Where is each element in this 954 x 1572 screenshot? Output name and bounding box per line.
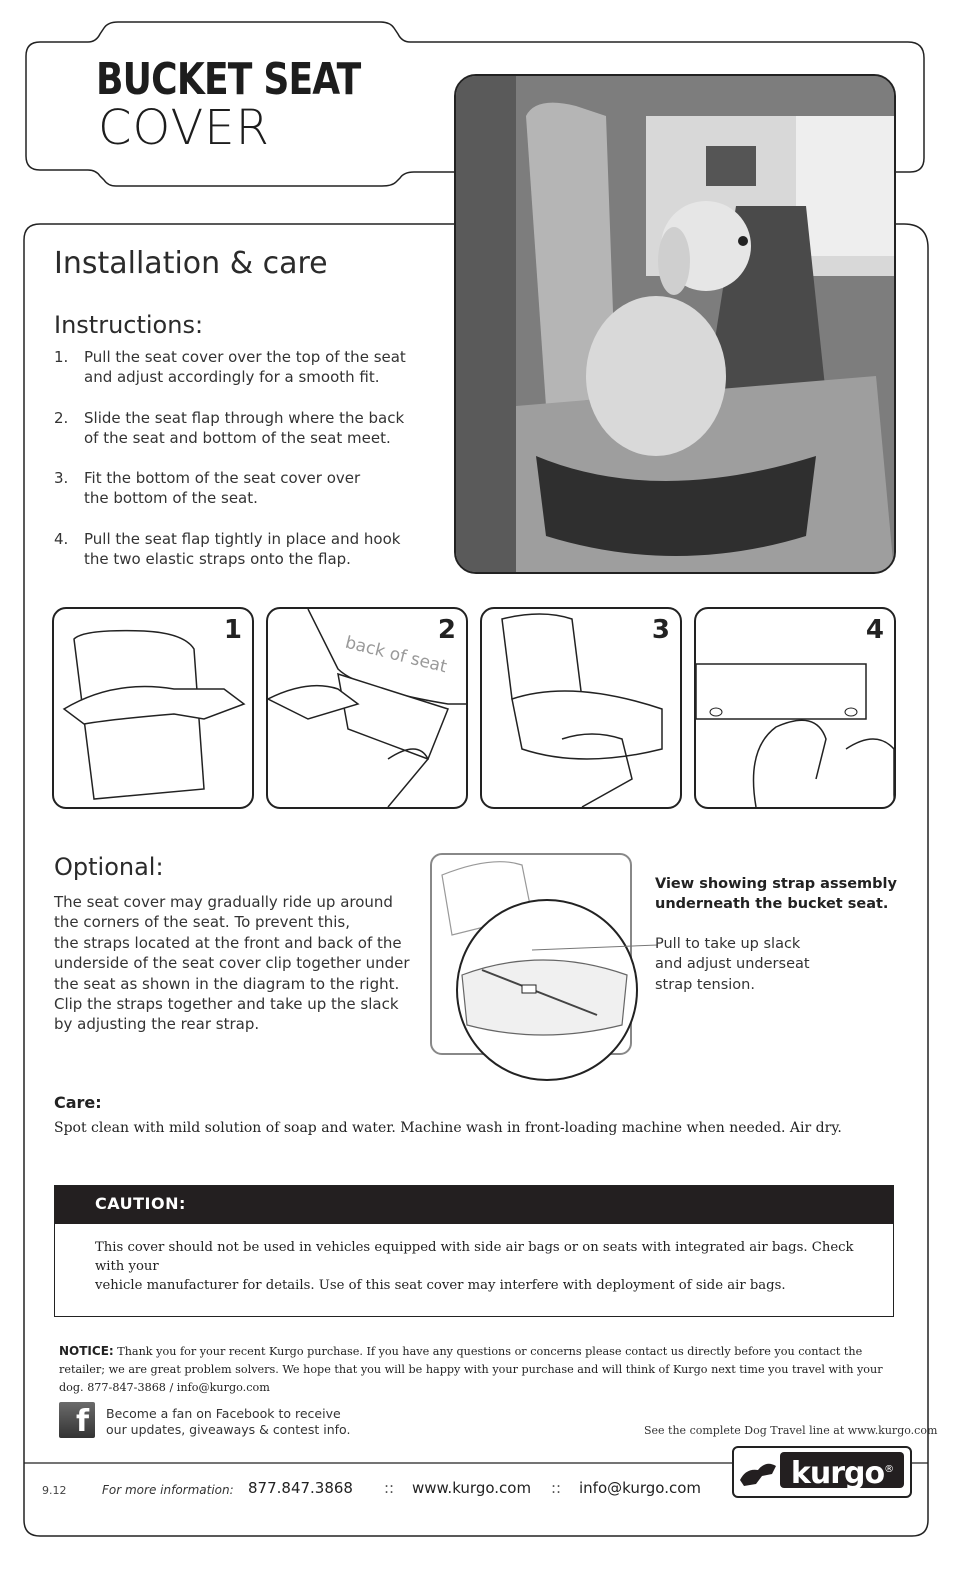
step-panel-1 [52,607,254,809]
caution-text [95,1238,865,1295]
step-3-illustration [482,609,680,807]
caution-line: vehicle manufacturer for details. Use of this seat cover may interfere with deployment of side air bags. [95,1278,786,1293]
step-text-line1: Slide the seat flap through where the back [84,409,405,427]
notice-text: Thank you for your recent Kurgo purchase. If you have any questions or concerns please contact us directly before you contact the retailer; we are great problem solvers. We hope that you will be happy with your purchase and will think of Kurgo next time you travel with your dog. [59,1345,883,1394]
footer-separator: :: [551,1479,562,1497]
step-number: 4. [54,530,69,548]
caption-line: and adjust underseat [655,956,810,973]
step-text-line2: the bottom of the seat. [84,489,258,507]
optional-line: by adjusting the rear strap. [54,1015,260,1034]
step-text-line1: Pull the seat cover over the top of the seat [84,348,406,366]
step-panel-3 [480,607,682,809]
care-heading: Care: [54,1093,102,1112]
footer-email-link[interactable]: info@kurgo.com [579,1479,702,1497]
registered-mark: ® [884,1464,894,1475]
notice-paragraph [59,1342,899,1397]
strap-diagram [430,853,632,1055]
optional-line: the seat as shown in the diagram to the right. [54,974,400,993]
product-photo [454,74,896,574]
footer-website-link[interactable]: www.kurgo.com [412,1479,532,1497]
caution-heading: CAUTION: [95,1194,186,1213]
care-text: Spot clean with mild solution of soap and water. Machine wash in front-loading machine when needed. Air dry. [54,1120,842,1136]
footer-separator: :: [384,1479,395,1497]
step-number: 2. [54,409,69,427]
instruction-step-3 [54,468,414,508]
strap-view-caption [655,874,915,914]
step-panel-2 [266,607,468,809]
kurgo-logo [732,1446,912,1498]
caution-header-bar [55,1186,893,1224]
caution-line: This cover should not be used in vehicles equipped with side air bags or on seats with integrated air bags. Check with your [95,1240,854,1274]
facebook-icon[interactable]: f [59,1402,95,1438]
notice-contact: 877-847-3868 / info@kurgo.com [87,1381,270,1394]
installation-heading: Installation & care [54,246,328,281]
optional-paragraph [54,892,414,1035]
facebook-text [106,1406,350,1437]
caption-line: underneath the bucket seat. [655,896,889,912]
version-label: 9.12 [42,1484,67,1497]
title-line-1: BUCKET SEAT [96,54,361,105]
step-text-line2: and adjust accordingly for a smooth fit. [84,368,380,386]
instruction-step-2 [54,408,414,448]
step-number: 3. [54,469,69,487]
step-text-line2: of the seat and bottom of the seat meet. [84,429,391,447]
dog-on-seat-illustration [456,76,894,572]
facebook-line: our updates, giveaways & contest info. [106,1421,351,1437]
facebook-line: Become a fan on Facebook to receive [106,1406,341,1421]
step-number: 1. [54,348,69,366]
back-of-seat-label: back of seat [343,632,449,678]
strap-assembly-illustration [432,855,662,1095]
title-line-2: COVER [98,100,270,156]
optional-line: Clip the straps together and take up the slack [54,995,399,1014]
optional-line: the straps located at the front and back of the [54,933,402,952]
step-text-line2: the two elastic straps onto the flap. [84,550,351,568]
optional-line: the corners of the seat. To prevent this, [54,913,351,932]
instruction-step-1 [54,347,414,387]
optional-line: underside of the seat cover clip together under [54,954,410,973]
dog-logo-icon [736,1450,780,1494]
pull-caption [655,934,875,995]
step-number: 1 [223,615,242,645]
step-text-line1: Pull the seat flap tightly in place and hook [84,530,401,548]
dog-travel-line-text: See the complete Dog Travel line at www.kurgo.com [644,1424,938,1437]
caption-line: strap tension. [655,976,755,993]
kurgo-wordmark [780,1452,904,1491]
instruction-step-4 [54,529,414,569]
step-text-line1: Fit the bottom of the seat cover over [84,469,361,487]
caption-line: Pull to take up slack [655,936,801,952]
step-1-illustration [54,609,252,807]
step-number: 4 [865,615,884,645]
kurgo-wordmark-text: kurgo [790,1456,885,1491]
caption-line: View showing strap assembly [655,876,897,892]
instructions-heading: Instructions: [54,311,204,339]
step-number: 3 [651,615,670,645]
optional-heading: Optional: [54,853,164,881]
notice-label: NOTICE: [59,1344,114,1358]
optional-line: The seat cover may gradually ride up around [54,893,393,911]
step-number: 2 [437,615,456,645]
caution-box [54,1185,894,1317]
for-more-info-label: For more information: [102,1483,234,1497]
step-4-illustration [696,609,894,807]
step-panel-4 [694,607,896,809]
footer-phone: 877.847.3868 [248,1479,353,1497]
